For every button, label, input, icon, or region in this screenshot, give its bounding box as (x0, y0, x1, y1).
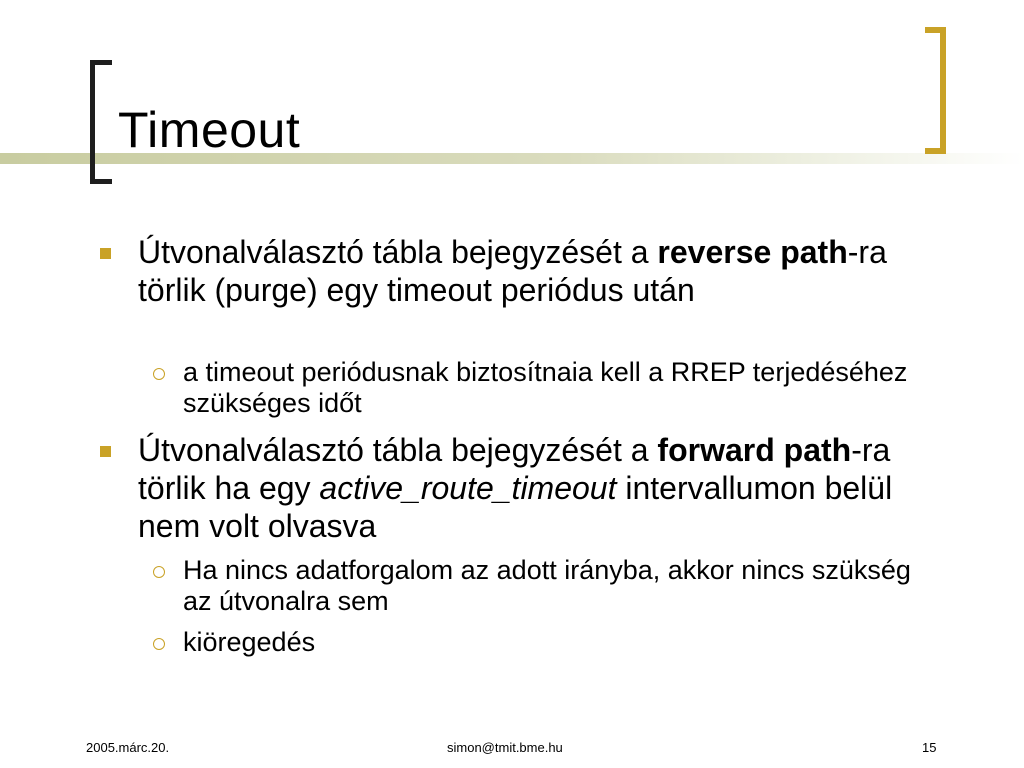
bullet-2-text (138, 431, 938, 545)
bullet-2-bold: forward path (657, 432, 852, 468)
bullet-2-seg2: -ra törlik ha egy (138, 432, 891, 506)
bullet-2-seg1: Útvonalválasztó tábla bejegyzését a (138, 432, 658, 468)
square-bullet-icon (100, 446, 111, 457)
bullet-1-seg1: Útvonalválasztó tábla bejegyzését a (138, 234, 658, 270)
right-bracket-decoration (925, 27, 946, 154)
bullet-1-seg2: -ra törlik (purge) egy timeout periódus után (138, 234, 887, 308)
circle-bullet-icon (153, 368, 165, 380)
sub-bullet-3-text: kiöregedés (183, 627, 316, 657)
bullet-2-italic: active_route_timeout (319, 470, 617, 506)
footer-page-number: 15 (922, 740, 937, 755)
sub-bullet-2-text: Ha nincs adatforgalom az adott irányba, akkor nincs szükség az útvonalra sem (183, 555, 911, 616)
bullet-2-seg3: intervallumon belül nem volt olvasva (138, 470, 893, 544)
footer-date: 2005.márc.20. (86, 740, 170, 755)
circle-bullet-icon (153, 638, 165, 650)
circle-bullet-icon (153, 566, 165, 578)
left-bracket-decoration (90, 60, 112, 184)
bullet-1-bold: reverse path (657, 234, 848, 270)
slide-title: Timeout (118, 102, 301, 158)
square-bullet-icon (100, 248, 111, 259)
footer-email: simon@tmit.bme.hu (447, 740, 563, 755)
sub-bullet-1-text: a timeout periódusnak biztosítnaia kell a RREP terjedéséhez szükséges időt (183, 357, 908, 418)
bullet-1-text (138, 233, 938, 309)
